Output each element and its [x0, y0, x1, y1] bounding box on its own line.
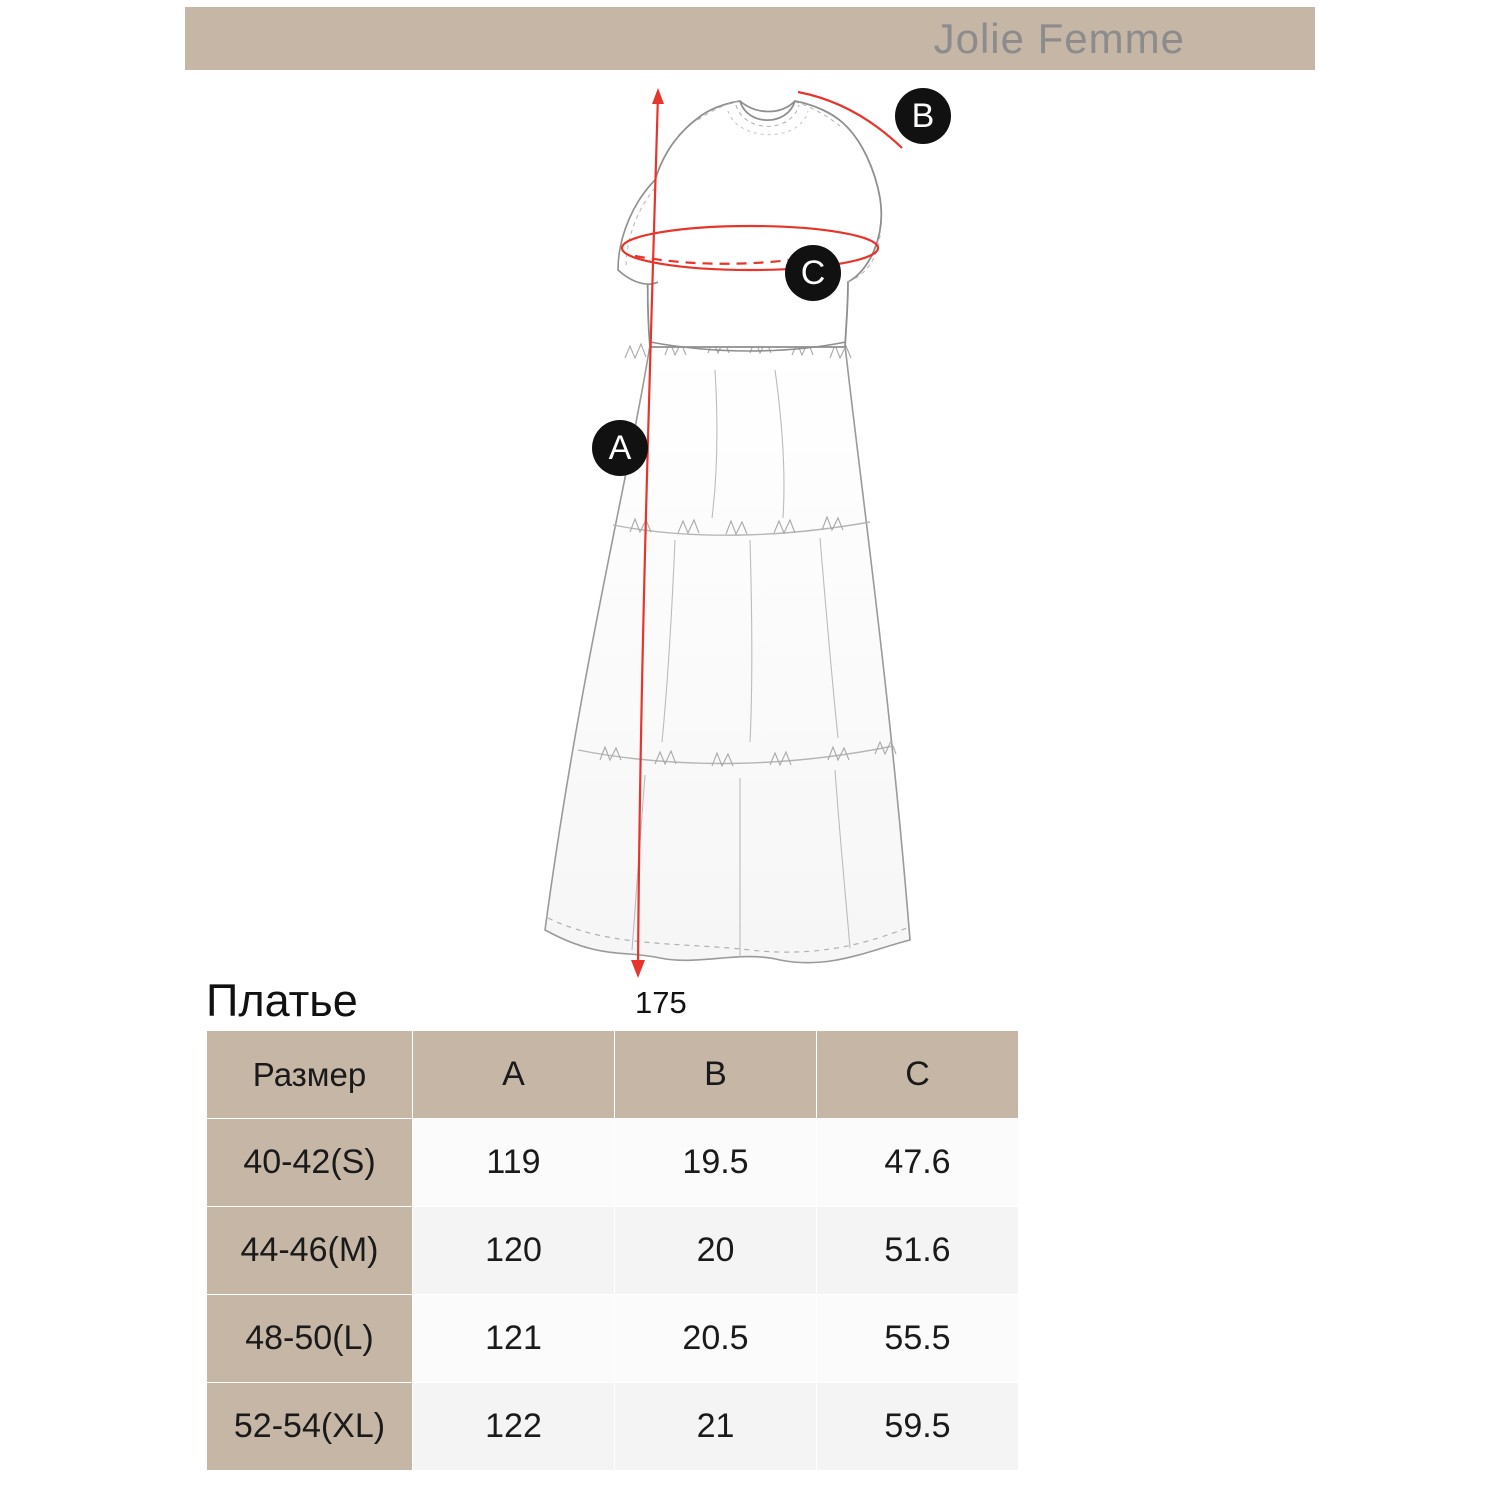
cell-c: 51.6: [817, 1207, 1019, 1295]
column-header-a: A: [413, 1031, 615, 1119]
cell-a: 121: [413, 1295, 615, 1383]
cell-b: 19.5: [615, 1119, 817, 1207]
brand-header-bar: [185, 7, 1315, 70]
size-chart-table: [206, 1030, 1019, 1471]
measurement-marker-c: C: [785, 245, 841, 301]
cell-size: 48-50(L): [207, 1295, 413, 1383]
length-note-label: 175: [635, 985, 687, 1020]
table-row: [207, 1119, 1019, 1207]
cell-a: 119: [413, 1119, 615, 1207]
cell-a: 122: [413, 1383, 615, 1471]
brand-title: Jolie Femme: [933, 14, 1185, 62]
measurement-marker-a: A: [592, 420, 648, 476]
dress-technical-illustration: [450, 70, 1050, 1000]
table-row: [207, 1383, 1019, 1471]
cell-c: 55.5: [817, 1295, 1019, 1383]
cell-b: 20.5: [615, 1295, 817, 1383]
table-header-row: [207, 1031, 1019, 1119]
cell-b: 20: [615, 1207, 817, 1295]
cell-c: 47.6: [817, 1119, 1019, 1207]
cell-size: 52-54(XL): [207, 1383, 413, 1471]
table-row: [207, 1295, 1019, 1383]
page-title: Платье: [206, 975, 358, 1026]
cell-size: 40-42(S): [207, 1119, 413, 1207]
cell-b: 21: [615, 1383, 817, 1471]
cell-a: 120: [413, 1207, 615, 1295]
cell-size: 44-46(M): [207, 1207, 413, 1295]
column-header-b: B: [615, 1031, 817, 1119]
column-header-c: C: [817, 1031, 1019, 1119]
cell-c: 59.5: [817, 1383, 1019, 1471]
column-header-size: Размер: [207, 1031, 413, 1119]
table-row: [207, 1207, 1019, 1295]
measurement-marker-b: B: [895, 88, 951, 144]
